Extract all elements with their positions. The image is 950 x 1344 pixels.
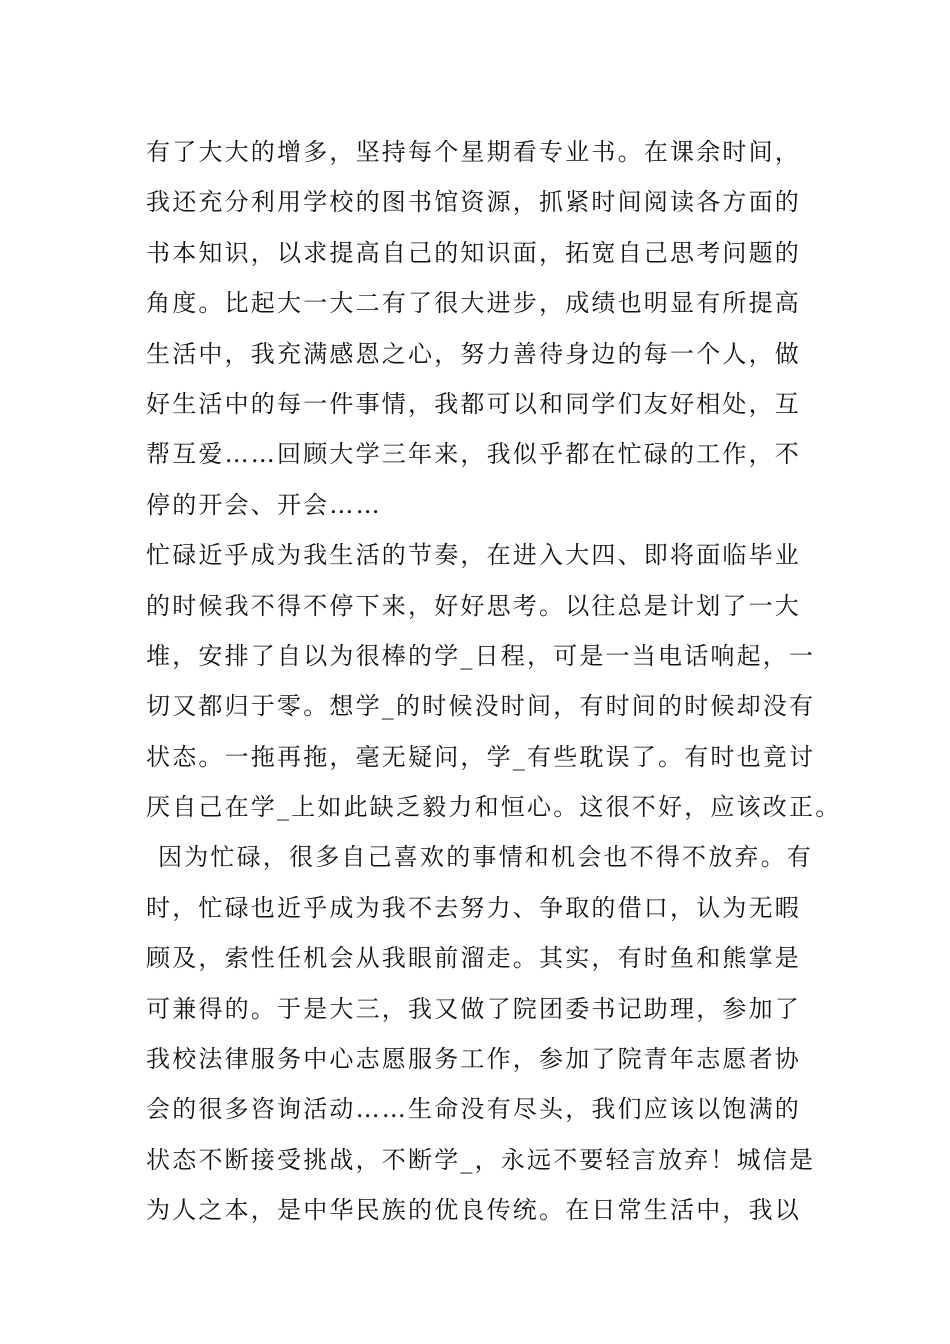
document-text bbox=[146, 127, 842, 1236]
text-line: 我还充分利用学校的图书馆资源，抓紧时间阅读各方面的 bbox=[146, 188, 801, 217]
text-line: 我校法律服务中心志愿服务工作，参加了院青年志愿者协 bbox=[146, 1045, 801, 1074]
text-line: 生活中，我充满感恩之心，努力善待身边的每一个人，做 bbox=[146, 339, 801, 368]
text-line: 为人之本，是中华民族的优良传统。在日常生活中，我以 bbox=[146, 1196, 801, 1225]
text-line: 厌自己在学_上如此缺乏毅力和恒心。这很不好，应该改正。 bbox=[146, 793, 842, 822]
text-line: 忙碌近乎成为我生活的节奏，在进入大四、即将面临毕业 bbox=[146, 541, 801, 570]
text-line: 顾及，索性任机会从我眼前溜走。其实，有时鱼和熊掌是 bbox=[146, 944, 801, 973]
text-line: 角度。比起大一大二有了很大进步，成绩也明显有所提高 bbox=[146, 289, 801, 318]
text-line: 有了大大的增多，坚持每个星期看专业书。在课余时间， bbox=[146, 138, 801, 166]
text-line: 停的开会、开会…… bbox=[146, 490, 382, 519]
text-line: 堆，安排了自以为很棒的学_日程，可是一当电话响起，一 bbox=[146, 641, 816, 670]
text-line: 时，忙碌也近乎成为我不去努力、争取的借口，认为无暇 bbox=[146, 893, 801, 922]
text-line: 切又都归于零。想学_的时候没时间，有时间的时候却没有 bbox=[146, 692, 816, 721]
text-line: 状态。一拖再拖，毫无疑问，学_有些耽误了。有时也竟讨 bbox=[146, 742, 816, 771]
text-line: 的时候我不得不停下来，好好思考。以往总是计划了一大 bbox=[146, 591, 801, 620]
text-line: 因为忙碌，很多自己喜欢的事情和机会也不得不放弃。有 bbox=[158, 843, 813, 872]
text-line: 会的很多咨询活动……生命没有尽头，我们应该以饱满的 bbox=[146, 1095, 801, 1124]
text-line: 好生活中的每一件事情，我都可以和同学们友好相处，互 bbox=[146, 389, 801, 418]
text-line: 书本知识，以求提高自己的知识面，拓宽自己思考问题的 bbox=[146, 238, 801, 267]
text-line: 可兼得的。于是大三，我又做了院团委书记助理，参加了 bbox=[146, 994, 801, 1023]
text-line: 帮互爱……回顾大学三年来，我似乎都在忙碌的工作，不 bbox=[146, 440, 801, 469]
text-line: 状态不断接受挑战，不断学_，永远不要轻言放弃！城信是 bbox=[146, 1145, 816, 1174]
